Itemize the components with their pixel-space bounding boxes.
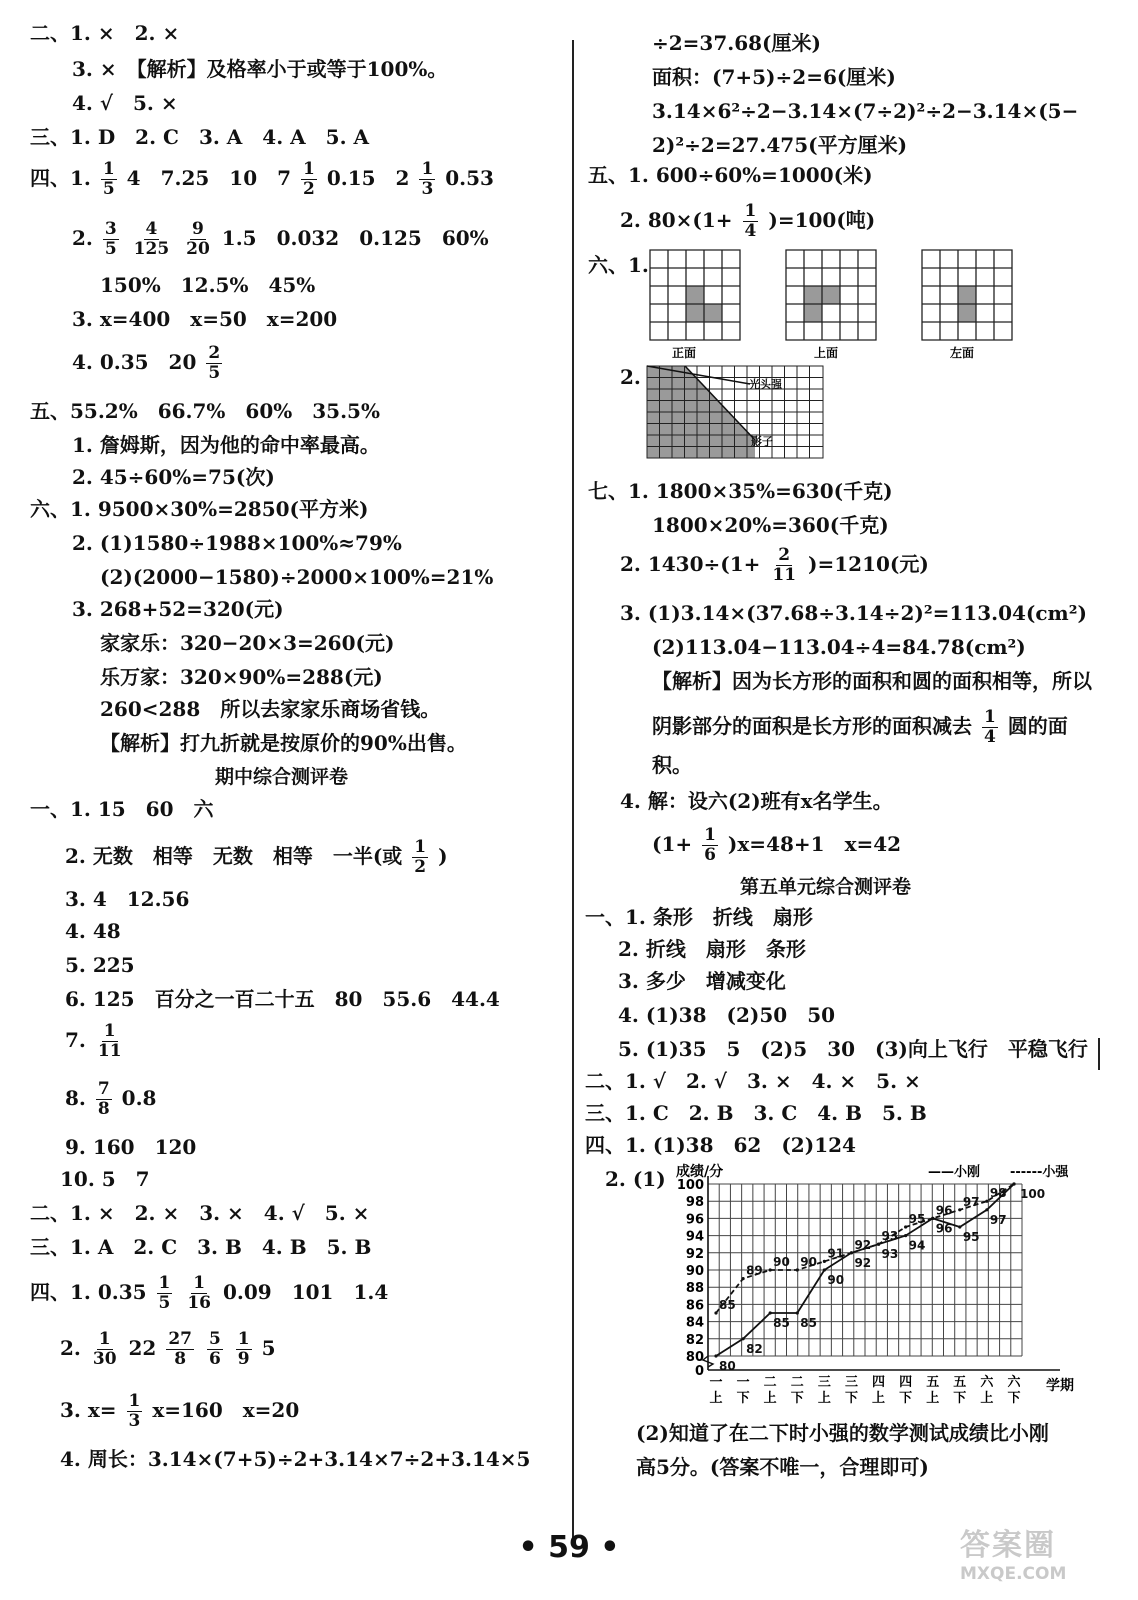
y-tick-label: 80 — [685, 1350, 704, 1365]
answer-line: 2. (1)1580÷1988×100%≈79% — [72, 531, 402, 555]
x-tick-label: 六 — [980, 1375, 994, 1390]
fraction: $\frac{2}{11}$ — [772, 545, 797, 585]
answer-line: 2. $\frac{1}{30}$ 22 $\frac{27}{8}$ $\frac{5}{6}$ $\frac{1}{9}$ 5 — [60, 1329, 276, 1369]
data-label: 96 — [935, 1203, 953, 1218]
answer-line: 高5分。(答案不唯一，合理即可) — [636, 1455, 929, 1479]
left-view-grid — [922, 250, 1012, 360]
answer-line: 5. 225 — [65, 953, 135, 977]
x-tick-label: 五 — [953, 1375, 967, 1390]
x-tick-label: 下 — [899, 1391, 913, 1406]
answer-line: 一、1. 15 60 六 — [30, 797, 214, 821]
answer-line: 六、1. — [588, 253, 649, 277]
y-tick-label: 82 — [685, 1332, 704, 1348]
x-tick-label: 一 — [736, 1375, 750, 1390]
x-tick-label: 上 — [709, 1391, 723, 1406]
answer-line: 4. √ 5. × — [72, 91, 178, 115]
top-view-grid — [786, 250, 876, 360]
y-tick-label: 90 — [685, 1264, 704, 1279]
y-tick-label: 86 — [685, 1298, 704, 1314]
answer-line: 1. 詹姆斯，因为他的命中率最高。 — [72, 433, 380, 457]
data-label: 92 — [854, 1255, 872, 1270]
answer-line: 4. (1)38 (2)50 50 — [618, 1003, 836, 1027]
score-line-chart — [660, 1158, 1100, 1416]
shaded-cell — [958, 286, 976, 304]
x-tick-label: 三 — [817, 1375, 831, 1390]
answer-line: 三、1. D 2. C 3. A 4. A 5. A — [30, 125, 370, 149]
data-label: 95 — [962, 1230, 980, 1244]
fraction: $\frac{1}{5}$ — [158, 1273, 171, 1313]
answer-line: (2)知道了在二下时小强的数学测试成绩比小刚 — [636, 1421, 1049, 1445]
data-point — [741, 1277, 744, 1280]
data-label: 89 — [746, 1263, 763, 1278]
answer-line: 2. — [620, 365, 641, 389]
answer-line: 三、1. C 2. B 3. C 4. B 5. B — [585, 1101, 927, 1125]
answer-line: 五、1. 600÷60%=1000(米) — [588, 163, 873, 187]
answer-line: 面积：(7+5)÷2=6(厘米) — [652, 65, 896, 89]
answer-line: 二、1. √ 2. √ 3. × 4. × 5. × — [585, 1069, 921, 1093]
x-tick-label: 下 — [736, 1391, 750, 1406]
data-label: 85 — [719, 1298, 736, 1312]
shaded-cell — [686, 286, 704, 304]
data-label: 90 — [800, 1255, 817, 1269]
x-tick-label: 四 — [872, 1375, 886, 1390]
data-point — [769, 1311, 772, 1314]
chart-xlabel: 学期 — [1046, 1378, 1074, 1394]
front-view-grid — [650, 250, 740, 360]
x-tick-label: 下 — [953, 1391, 967, 1406]
answer-line: 3. x= $\frac{1}{3}$ x=160 x=20 — [60, 1391, 300, 1431]
grid-label: 上面 — [814, 346, 839, 360]
y-tick-label: 92 — [685, 1246, 704, 1262]
grid-label: 正面 — [672, 346, 697, 360]
data-point — [714, 1311, 717, 1314]
fraction: $\frac{9}{20}$ — [186, 219, 210, 259]
answer-line: 积。 — [652, 753, 692, 777]
legend-entry-xiaoqiang: ------小强 — [1010, 1165, 1069, 1180]
answer-line: 乐万家：320×90%=288(元) — [100, 665, 383, 689]
grid-label: 左面 — [950, 346, 975, 360]
data-label: 96 — [935, 1221, 953, 1236]
data-label: 98 — [989, 1186, 1007, 1201]
answer-line: 7. $\frac{1}{11}$ — [65, 1021, 122, 1061]
x-tick-label: 三 — [844, 1375, 858, 1390]
answer-line: 3. (1)3.14×(37.68÷3.14÷2)²=113.04(cm²) — [620, 601, 1087, 625]
answer-line: (2)113.04−113.04÷4=84.78(cm²) — [652, 635, 1026, 659]
answer-line: 5. (1)35 5 (2)5 30 (3)向上飞行 平稳飞行 — [618, 1037, 1088, 1061]
data-label: 90 — [827, 1273, 845, 1287]
fraction: $\frac{1}{30}$ — [92, 1329, 117, 1369]
x-tick-label: 下 — [790, 1391, 804, 1406]
data-point — [985, 1200, 988, 1203]
data-point — [823, 1260, 826, 1263]
page-number: • 59 • — [518, 1530, 620, 1565]
diagram-label: 影子 — [751, 435, 773, 448]
data-point — [741, 1337, 744, 1340]
data-point — [958, 1225, 961, 1228]
data-point — [1012, 1182, 1015, 1185]
section-title: 期中综合测评卷 — [215, 766, 349, 788]
diagram-label: 光头强 — [749, 378, 782, 391]
answer-line: 3. 多少 增减变化 — [618, 969, 786, 993]
answer-line: 一、1. 条形 折线 扇形 — [585, 905, 813, 929]
shaded-cell — [822, 286, 840, 304]
data-point — [904, 1225, 907, 1228]
answer-line: 2. 1430÷(1+ $\frac{2}{11}$ )=1210(元) — [620, 545, 929, 585]
light-shadow-diagram — [645, 364, 830, 464]
answer-line: 6. 125 百分之一百二十五 80 55.6 44.4 — [65, 987, 500, 1011]
data-label: 93 — [881, 1247, 899, 1262]
answer-line: 4. 48 — [65, 919, 121, 943]
fraction: $\frac{1}{9}$ — [237, 1329, 250, 1369]
fraction: $\frac{1}{16}$ — [187, 1273, 212, 1313]
answer-line: 2. (1) — [605, 1167, 666, 1191]
answer-line: 3. x=400 x=50 x=200 — [72, 307, 338, 331]
fraction: $\frac{2}{5}$ — [208, 343, 221, 383]
y-tick-label: 94 — [685, 1229, 704, 1245]
fraction: $\frac{1}{3}$ — [421, 159, 434, 199]
chart-ylabel: 成绩/分 — [676, 1164, 724, 1180]
answer-line: 8. $\frac{7}{8}$ 0.8 — [65, 1079, 157, 1119]
watermark — [960, 1520, 1130, 1584]
fraction: $\frac{1}{11}$ — [97, 1021, 122, 1061]
x-tick-label: 上 — [926, 1391, 940, 1406]
data-label: 94 — [908, 1238, 926, 1253]
answer-line: 4. 周长：3.14×(7+5)÷2+3.14×7÷2+3.14×5 — [60, 1447, 531, 1471]
answer-line: 六、1. 9500×30%=2850(平方米) — [30, 497, 369, 521]
answer-line: 3. 268+52=320(元) — [72, 597, 284, 621]
y-tick-label: 88 — [685, 1281, 704, 1297]
data-label: 93 — [881, 1229, 899, 1244]
data-point — [877, 1243, 880, 1246]
x-tick-label: 上 — [763, 1391, 777, 1406]
answer-line: 四、1. (1)38 62 (2)124 — [585, 1133, 856, 1157]
y-tick-label: 0 — [694, 1364, 704, 1379]
margin-bar — [1098, 1038, 1100, 1070]
three-view-grids — [640, 245, 1110, 365]
shaded-cell — [804, 286, 822, 304]
data-label: 95 — [908, 1212, 926, 1226]
answer-line: 【解析】因为长方形的面积和圆的面积相等，所以 — [652, 669, 1092, 693]
data-point — [850, 1251, 853, 1254]
answer-line: 10. 5 7 — [60, 1167, 150, 1191]
x-tick-label: 下 — [844, 1391, 858, 1406]
answer-line: (1+ $\frac{1}{6}$ )x=48+1 x=42 — [652, 825, 902, 865]
x-tick-label: 上 — [980, 1391, 994, 1406]
fraction: $\frac{7}{8}$ — [97, 1079, 110, 1119]
answer-line: 3. 4 12.56 — [65, 887, 190, 911]
data-label: 85 — [800, 1316, 817, 1330]
x-tick-label: 四 — [899, 1375, 913, 1390]
answer-line: 4. 解：设六(2)班有x名学生。 — [620, 789, 893, 813]
x-tick-label: 上 — [817, 1391, 831, 1406]
x-tick-label: 一 — [709, 1375, 723, 1390]
answer-line: 2. 无数 相等 无数 相等 一半(或 $\frac{1}{2}$ ) — [65, 837, 448, 877]
answer-line: 2. 80×(1+ $\frac{1}{4}$ )=100(吨) — [620, 201, 876, 241]
answer-line: 五、55.2% 66.7% 60% 35.5% — [30, 399, 380, 423]
data-label: 82 — [746, 1341, 763, 1356]
answer-line: ÷2=37.68(厘米) — [652, 31, 821, 55]
answer-line: 七、1. 1800×35%=630(千克) — [588, 479, 893, 503]
data-point — [769, 1268, 772, 1271]
answer-line: 3. × 【解析】及格率小于或等于100%。 — [72, 57, 448, 81]
y-tick-label: 84 — [685, 1315, 704, 1331]
watermark-logo: 答案圈 — [960, 1528, 1056, 1563]
answer-line: 二、1. × 2. × 3. × 4. √ 5. × — [30, 1201, 370, 1225]
answer-line: 260<288 所以去家家乐商场省钱。 — [100, 697, 441, 721]
fraction: $\frac{1}{2}$ — [414, 837, 427, 877]
answer-line: 3.14×6²÷2−3.14×(7÷2)²÷2−3.14×(5− — [652, 99, 1079, 123]
answer-line: 2. $\frac{3}{5}$ $\frac{4}{125}$ $\frac{9}{20}$ 1.5 0.032 0.125 60% — [72, 219, 489, 259]
fraction: $\frac{1}{3}$ — [128, 1391, 141, 1431]
fraction: $\frac{1}{4}$ — [744, 201, 757, 241]
fraction: $\frac{4}{125}$ — [133, 219, 170, 259]
shaded-cell — [686, 304, 704, 322]
fraction: $\frac{27}{8}$ — [168, 1329, 192, 1369]
analysis-tag: 【解析】 — [652, 669, 732, 693]
fraction: $\frac{5}{6}$ — [208, 1329, 221, 1369]
answer-line: 1800×20%=360(千克) — [652, 513, 889, 537]
answer-line: 家家乐：320−20×3=260(元) — [100, 631, 395, 655]
x-tick-label: 六 — [1007, 1375, 1021, 1390]
answer-line: 四、1. 0.35 $\frac{1}{5}$ $\frac{1}{16}$ 0.09 101 1.4 — [30, 1273, 389, 1313]
shaded-cell — [704, 304, 722, 322]
answer-line: 四、1. $\frac{1}{5}$ 4 7.25 10 7 $\frac{1}{2}$ 0.15 2 $\frac{1}{3}$ 0.53 — [30, 159, 494, 199]
data-label: 80 — [719, 1359, 736, 1373]
y-tick-label: 98 — [685, 1195, 704, 1211]
shaded-cell — [804, 304, 822, 322]
fraction: $\frac{1}{5}$ — [102, 159, 115, 199]
answer-line: 2. 45÷60%=75(次) — [72, 465, 275, 489]
data-point — [823, 1268, 826, 1271]
data-label: 85 — [773, 1316, 790, 1330]
answer-line: 三、1. A 2. C 3. B 4. B 5. B — [30, 1235, 372, 1259]
fraction: $\frac{1}{4}$ — [983, 707, 996, 747]
section-title: 第五单元综合测评卷 — [740, 876, 912, 898]
analysis-tag: 【解析】 — [136, 57, 207, 81]
x-tick-label: 上 — [872, 1391, 886, 1406]
answer-line: 2. 折线 扇形 条形 — [618, 937, 806, 961]
data-point — [931, 1217, 934, 1220]
answer-line: (2)(2000−1580)÷2000×100%=21% — [100, 565, 494, 589]
data-label: 92 — [854, 1237, 872, 1252]
data-point — [904, 1234, 907, 1237]
answer-line: 2)²÷2=27.475(平方厘米) — [652, 133, 908, 157]
x-tick-label: 五 — [926, 1375, 940, 1390]
answer-line: 二、1. × 2. × — [30, 21, 180, 45]
x-tick-label: 二 — [763, 1375, 777, 1390]
answer-line: 150% 12.5% 45% — [100, 273, 316, 297]
data-point — [714, 1354, 717, 1357]
x-tick-label: 二 — [790, 1375, 804, 1390]
answer-line: 9. 160 120 — [65, 1135, 197, 1159]
y-tick-label: 96 — [685, 1212, 704, 1228]
x-tick-label: 下 — [1007, 1391, 1021, 1406]
data-point — [958, 1208, 961, 1211]
chart-data-labels — [719, 1186, 1045, 1373]
data-label: 90 — [773, 1255, 790, 1269]
data-label: 91 — [827, 1246, 845, 1261]
data-label: 97 — [962, 1194, 980, 1209]
fraction: $\frac{1}{6}$ — [704, 825, 716, 865]
answer-line: 4. 0.35 20 $\frac{2}{5}$ — [72, 343, 221, 383]
column-divider — [572, 40, 574, 1540]
legend-entry-xiaogang: ——小刚 — [928, 1165, 981, 1180]
data-point — [796, 1311, 799, 1314]
watermark-url: MXQE.COM — [960, 1564, 1067, 1584]
y-tick-label: 100 — [676, 1178, 704, 1193]
data-point — [796, 1268, 799, 1271]
answer-line: 阴影部分的面积是长方形的面积减去 $\frac{1}{4}$ 圆的面 — [652, 707, 1068, 747]
answer-line: 【解析】打九折就是按原价的90%出售。 — [100, 731, 467, 755]
data-label: 100 — [1020, 1187, 1046, 1201]
fraction: $\frac{3}{5}$ — [104, 219, 117, 259]
data-point — [985, 1208, 988, 1211]
analysis-tag: 【解析】 — [100, 731, 180, 755]
shaded-cell — [958, 304, 976, 322]
data-label: 97 — [989, 1212, 1007, 1227]
fraction: $\frac{1}{2}$ — [303, 159, 315, 199]
